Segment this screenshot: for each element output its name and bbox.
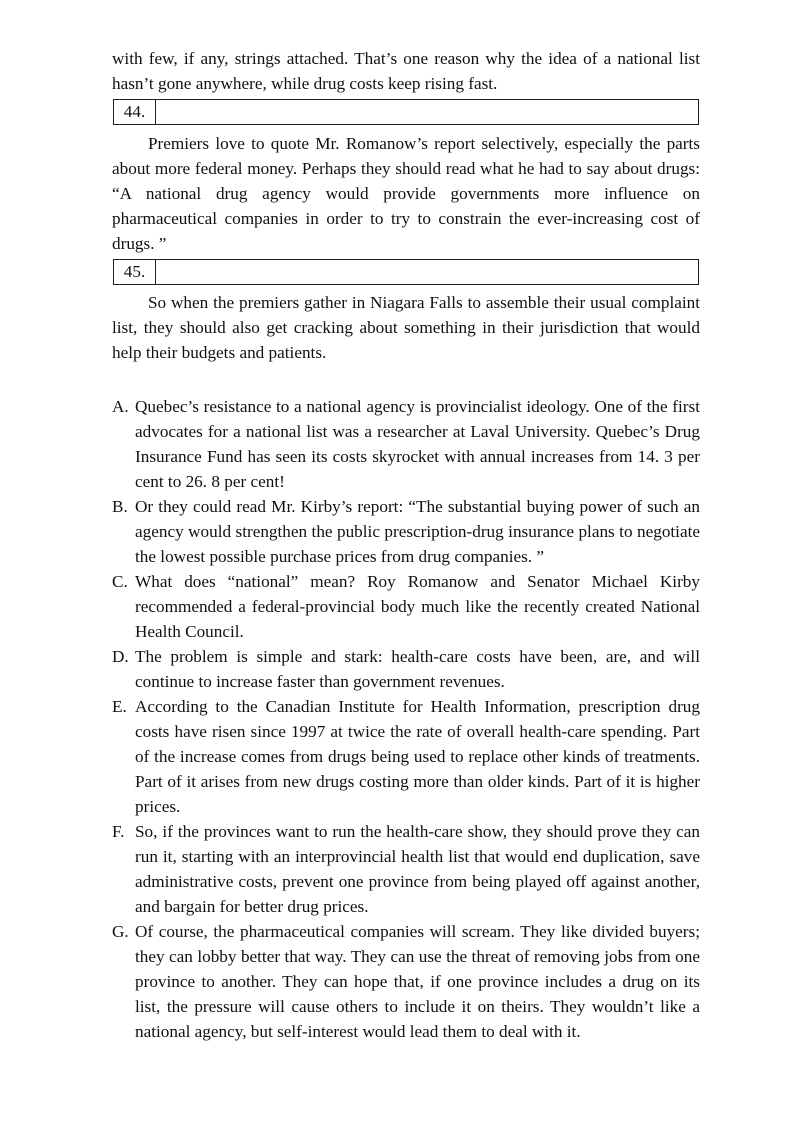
option-text: The problem is simple and stark: health-care costs have been, are, and will continue to increase faster than government revenues. — [135, 647, 700, 691]
option-letter: D. — [112, 647, 129, 666]
option-letter: G. — [112, 922, 129, 941]
option-letter: B. — [112, 497, 128, 516]
passage-paragraph-2: Premiers love to quote Mr. Romanow’s report selectively, especially the parts about more federal money. Perhaps they should read what he had to say about drugs: “A national drug agency would provide governments more influence on pharmaceutical companies in order to try to constrain the ever-increasing cost of drugs. ” — [112, 134, 700, 253]
option-d — [112, 644, 700, 694]
answer-blank-44[interactable] — [156, 100, 698, 124]
option-letter: C. — [112, 572, 128, 591]
option-text: Quebec’s resistance to a national agency is provincialist ideology. One of the first advocates for a national list was a researcher at Laval University. Quebec’s Drug Insurance Fund has seen its costs skyrocket with annual increases from 14. 3 per cent to 26. 8 per cent! — [135, 397, 700, 491]
option-text: According to the Canadian Institute for Health Information, prescription drug costs have risen since 1997 at twice the rate of overall health-care spending. Part of the increase comes from drugs being used to replace other kinds of treatments. Part of it arises from new drugs costing more than older kinds. Part of it is higher prices. — [135, 697, 700, 816]
answer-box-44[interactable] — [113, 99, 699, 125]
answer-box-number: 44. — [114, 100, 156, 124]
option-text: Of course, the pharmaceutical companies will scream. They like divided buyers; they can lobby better that way. They can use the threat of removing jobs from one province to another. They can hope that, if one province includes a drug on its list, the pressure will cause others to include it on theirs. They wouldn’t like a national agency, but self-interest would lead them to deal with it. — [135, 922, 700, 1041]
option-text: So, if the provinces want to run the health-care show, they should prove they can run it, starting with an interprovincial health list that would end duplication, save administrative costs, prevent one province from being played off against another, and bargain for better drug prices. — [135, 822, 700, 916]
option-f — [112, 819, 700, 919]
option-g — [112, 919, 700, 1044]
option-e — [112, 694, 700, 819]
option-list — [112, 394, 700, 1044]
answer-box-number: 45. — [114, 260, 156, 284]
passage-paragraph-1: with few, if any, strings attached. That’s one reason why the idea of a national list hasn’t gone anywhere, while drug costs keep rising fast. — [112, 49, 700, 93]
option-text: What does “national” mean? Roy Romanow and Senator Michael Kirby recommended a federal-provincial body much like the recently created National Health Council. — [135, 572, 700, 641]
option-b — [112, 494, 700, 569]
option-a — [112, 394, 700, 494]
option-c — [112, 569, 700, 644]
option-letter: F. — [112, 822, 125, 841]
passage-paragraph-3: So when the premiers gather in Niagara Falls to assemble their usual complaint list, they should also get cracking about something in their jurisdiction that would help their budgets and patients. — [112, 293, 700, 362]
answer-box-45[interactable] — [113, 259, 699, 285]
option-letter: E. — [112, 697, 127, 716]
option-text: Or they could read Mr. Kirby’s report: “The substantial buying power of such an agency would strengthen the public prescription-drug insurance plans to negotiate the lowest possible purchase prices from drug companies. ” — [135, 497, 700, 566]
option-letter: A. — [112, 397, 129, 416]
answer-blank-45[interactable] — [156, 260, 698, 284]
